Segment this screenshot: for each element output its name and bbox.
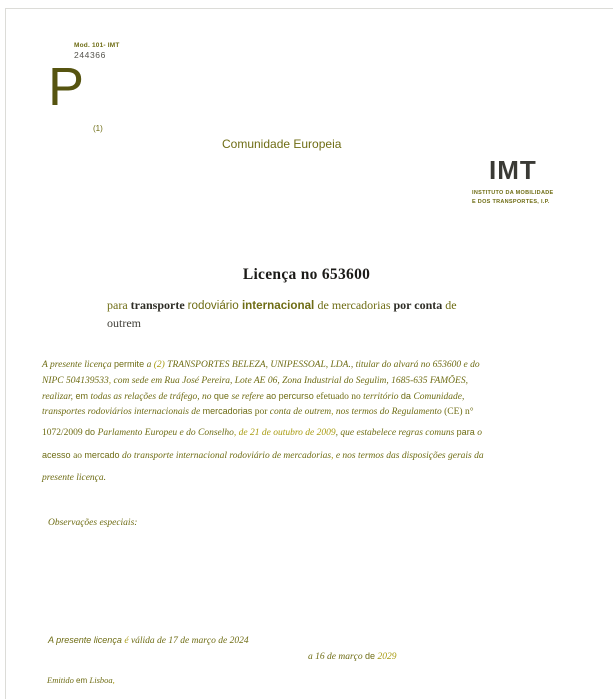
text-segment: de mercadorias (317, 298, 394, 312)
text-segment: a 16 de março (308, 652, 365, 662)
validity-to-line (308, 651, 397, 662)
text-segment: , (112, 675, 115, 685)
text-segment: internacional (241, 299, 318, 312)
text-segment: válida de 17 de março de 2024 (130, 636, 249, 646)
text-segment: realizar, (42, 392, 76, 402)
text-segment: (2) (153, 360, 168, 370)
body-text-line (42, 406, 474, 417)
text-segment: , (108, 376, 114, 386)
license-subtitle-line1 (107, 298, 457, 313)
text-segment: nos termos do Regulamento (335, 407, 445, 417)
text-segment: por conta (393, 298, 446, 312)
text-segment: , que estabelece regras comuns (335, 428, 457, 438)
text-segment: mercado (84, 450, 123, 460)
text-segment: com sede em Rua José Pereira, Lote AE 06, Zona Industrial do Segulim, 1685-635 FAMÕES, (113, 376, 468, 386)
text-segment: Lisboa (89, 675, 113, 685)
text-segment: , (331, 407, 336, 417)
text-segment: transportes rodoviários internacionais de (42, 407, 203, 417)
license-title: Licença no 653600 (242, 266, 371, 283)
text-segment: outrem (107, 316, 141, 330)
text-segment: em (76, 676, 90, 685)
text-segment: rodoviário (187, 299, 242, 312)
text-segment: (CE) n° (444, 407, 474, 417)
page-left-edge-line (5, 8, 6, 699)
imt-logo-name-line2: E DOS TRANSPORTES, I.P. (472, 199, 550, 205)
form-code: Mod. 101- IMT (74, 42, 120, 49)
text-segment: conta de outrem (269, 407, 332, 417)
text-segment: por (254, 407, 270, 417)
body-text-line (42, 427, 482, 438)
text-segment: de (445, 298, 457, 312)
text-segment: Emitido (47, 675, 77, 685)
footnote-marker: (1) (93, 124, 103, 133)
text-segment: da (400, 391, 414, 401)
text-segment: , de 21 de outubro de 2009 (233, 428, 336, 438)
text-segment: de (365, 651, 378, 661)
text-segment: ao (73, 451, 85, 461)
text-segment: transporte (130, 298, 188, 312)
text-segment: território (363, 392, 401, 402)
serial-number: 244366 (74, 50, 106, 60)
text-segment: o (477, 428, 482, 438)
text-segment: A presente licença (48, 635, 125, 645)
text-segment: e nos termos das disposições gerais da (335, 451, 484, 461)
text-segment: do (85, 427, 98, 437)
text-segment: presente licença. (42, 473, 107, 483)
body-text-line (42, 359, 480, 370)
page-top-edge-line (5, 8, 613, 9)
imt-logo-name-line1: INSTITUTO DA MOBILIDADE (472, 190, 554, 196)
special-observations-label (48, 517, 137, 528)
text-segment: acesso (42, 450, 74, 460)
body-text-line (42, 450, 484, 461)
body-text-line (42, 472, 106, 483)
text-segment: efetuado no (316, 392, 364, 402)
category-letter: P (48, 57, 85, 117)
text-segment: é (124, 636, 131, 646)
text-segment: do transporte internacional rodoviário de mercadorias (122, 451, 332, 461)
text-segment: ao percurso (266, 391, 317, 401)
text-segment: todas as relações de tráfego, no (90, 392, 214, 402)
text-segment: para (107, 298, 131, 312)
text-segment: Parlamento Europeu e do Conselho (97, 428, 234, 438)
text-segment: TRANSPORTES BELEZA, UNIPESSOAL, LDA., titular do alvará no 653600 e do (167, 360, 480, 370)
text-segment: que (213, 391, 232, 401)
text-segment: NIPC 504139533 (42, 376, 109, 386)
imt-logo-acronym: IMT (489, 155, 537, 185)
license-subtitle-line2 (107, 316, 141, 331)
community-header: Comunidade Europeia (222, 137, 342, 151)
text-segment: A presente licença (42, 360, 115, 370)
text-segment: , (331, 451, 336, 461)
body-text-line (42, 391, 464, 402)
text-segment: 1072/2009 (42, 428, 86, 438)
body-text-line (42, 375, 468, 386)
text-segment: Observações especiais: (48, 518, 138, 528)
text-segment: em (75, 391, 91, 401)
text-segment: Comunidade, (413, 392, 465, 402)
text-segment: para (456, 427, 478, 437)
text-segment: permite (114, 359, 147, 369)
text-segment: 2029 (377, 652, 397, 662)
text-segment: se refere (231, 392, 267, 402)
text-segment: mercadorias (202, 406, 255, 416)
text-segment: a (146, 360, 154, 370)
issued-at-line (47, 675, 115, 685)
validity-from-line (48, 635, 249, 646)
